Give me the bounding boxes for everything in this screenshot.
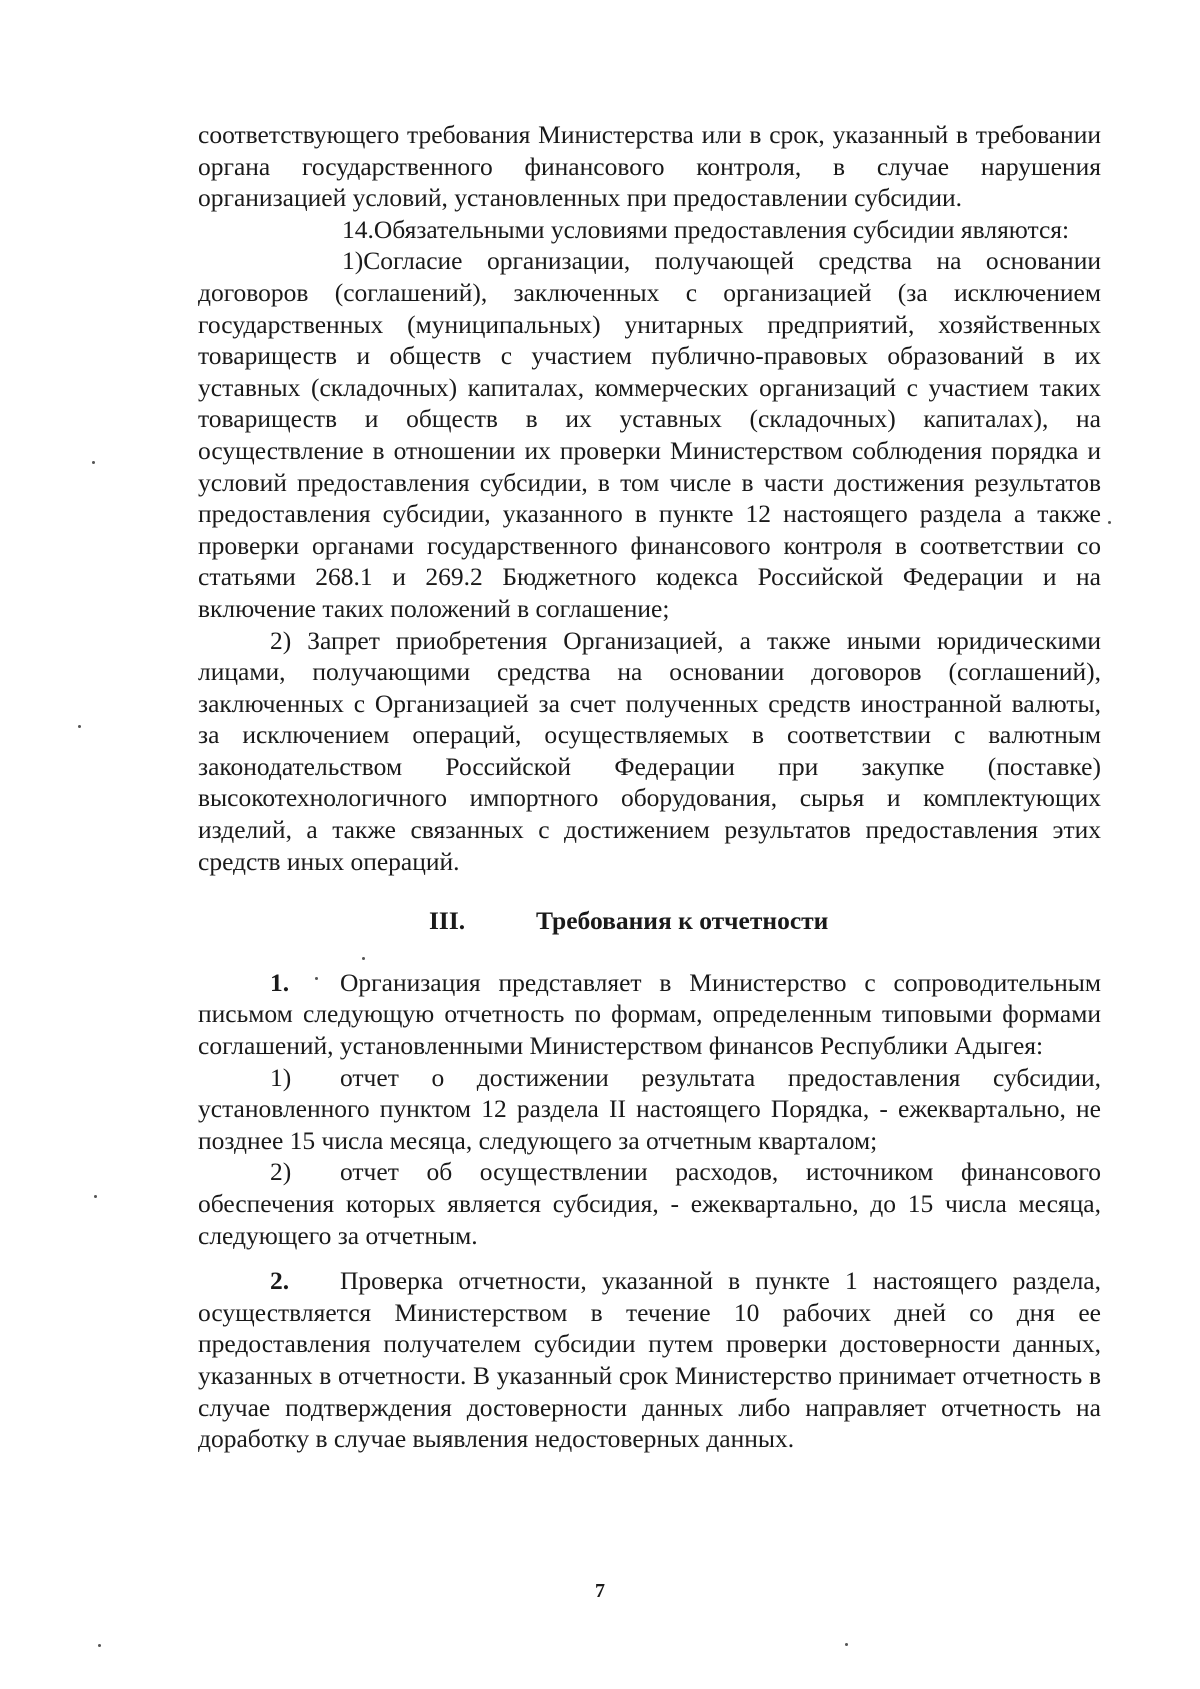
section-3-paragraph-2-number: 2. — [270, 1266, 290, 1296]
section-3-paragraph-1-item-2-text: отчет об осуществлении расходов, источником финансового обеспечения которых является субсидия, - ежеквартально, до 15 числа месяца, следующего за отчетным. — [198, 1157, 1101, 1250]
section-3-paragraph-1-item-1-number: 1) — [270, 1062, 292, 1092]
scan-speck — [845, 1643, 848, 1646]
page-number: 7 — [595, 1580, 605, 1602]
paragraph-14-item-2: 2) Запрет приобретения Организацией, а также иными юридическими лицами, получающими средства на основании договоров (соглашений), заключенных с Организацией за счет полученных средств иностранной валюты, за исключением операций, осуществляемых в соответствии с валютным законодательством Российской Федерации при закупке (поставке) высокотехнологичного импортного оборудования, сырья и комплектующих изделий, а также связанных с достижением результатов предоставления этих средств иных операций. — [198, 625, 1101, 876]
paragraph-14-item-1-text: Согласие организации, получающей средства на основании договоров (соглашений), заключенных с организацией (за исключением государственных (муниципальных) унитарных предприятий, хозяйственных товариществ и обществ с участием публично-правовых образований в их уставных (складочных) капиталах, коммерческих организаций с участием таких товариществ и обществ в их уставных (складочных) капиталах), на осуществление в отношении их проверки Министерством соблюдения порядка и условий предоставления субсидии, в том числе в части достижения результатов предоставления субсидии, указанного в пункте 12 настоящего раздела а также проверки органами государственного финансового контроля в соответствии со статьями 268.1 и 269.2 Бюджетного кодекса Российской Федерации и на включение таких положений в соглашение; — [198, 246, 1101, 623]
scan-speck — [92, 461, 95, 464]
paragraph-14-item-1-number: 1) — [342, 246, 364, 276]
section-3-paragraph-2 — [198, 1265, 1101, 1455]
paragraph-14 — [198, 214, 1101, 246]
section-3-paragraph-1-item-1 — [198, 1062, 1101, 1157]
scan-speck — [1108, 521, 1111, 524]
paragraph-14-text: Обязательными условиями предоставления субсидии являются: — [373, 214, 1070, 244]
scan-speck — [98, 1644, 101, 1647]
section-3-paragraph-1-number: 1. — [270, 967, 290, 997]
section-3-number: III. — [429, 906, 466, 936]
section-3-title: Требования к отчетности — [536, 906, 829, 936]
scan-speck — [94, 1195, 97, 1198]
section-3-paragraph-1-item-2-number: 2) — [270, 1157, 292, 1187]
paragraph-14-item-1 — [198, 245, 1101, 624]
document-body — [198, 119, 1101, 1455]
section-3-heading — [198, 905, 1101, 937]
section-3-paragraph-1-text: Организация представляет в Министерство с сопроводительным письмом следующую отчетность по формам, определенным типовыми формами соглашений, установленными Министерством финансов Республики Адыгея: — [198, 967, 1101, 1061]
paragraph-13-continuation: соответствующего требования Министерства или в срок, указанный в требовании органа государственного финансового контроля, в случае нарушения организацией условий, установленных при предоставлении субсидии. — [198, 120, 1101, 213]
section-3-paragraph-2-text: Проверка отчетности, указанной в пункте 1 настоящего раздела, осуществляется Министерством в течение 10 рабочих дней со дня ее предоставления получателем субсидии путем проверки достоверности данных, указанных в отчетности. В указанный срок Министерство принимает отчетность в случае подтверждения достоверности данных либо направляет отчетность на доработку в случае выявления недостоверных данных. — [198, 1266, 1101, 1454]
scan-speck — [315, 977, 318, 980]
section-3-paragraph-1-item-1-text: отчет о достижении результата предоставления субсидии, установленного пунктом 12 раздела II настоящего Порядка, - ежеквартально, не позднее 15 числа месяца, следующего за отчетным кварталом; — [198, 1062, 1101, 1155]
scan-speck — [78, 725, 81, 728]
section-3-paragraph-1-item-2 — [198, 1156, 1101, 1251]
scan-speck — [362, 957, 365, 960]
section-3-paragraph-1 — [198, 967, 1101, 1062]
paragraph-14-number: 14. — [342, 214, 374, 244]
